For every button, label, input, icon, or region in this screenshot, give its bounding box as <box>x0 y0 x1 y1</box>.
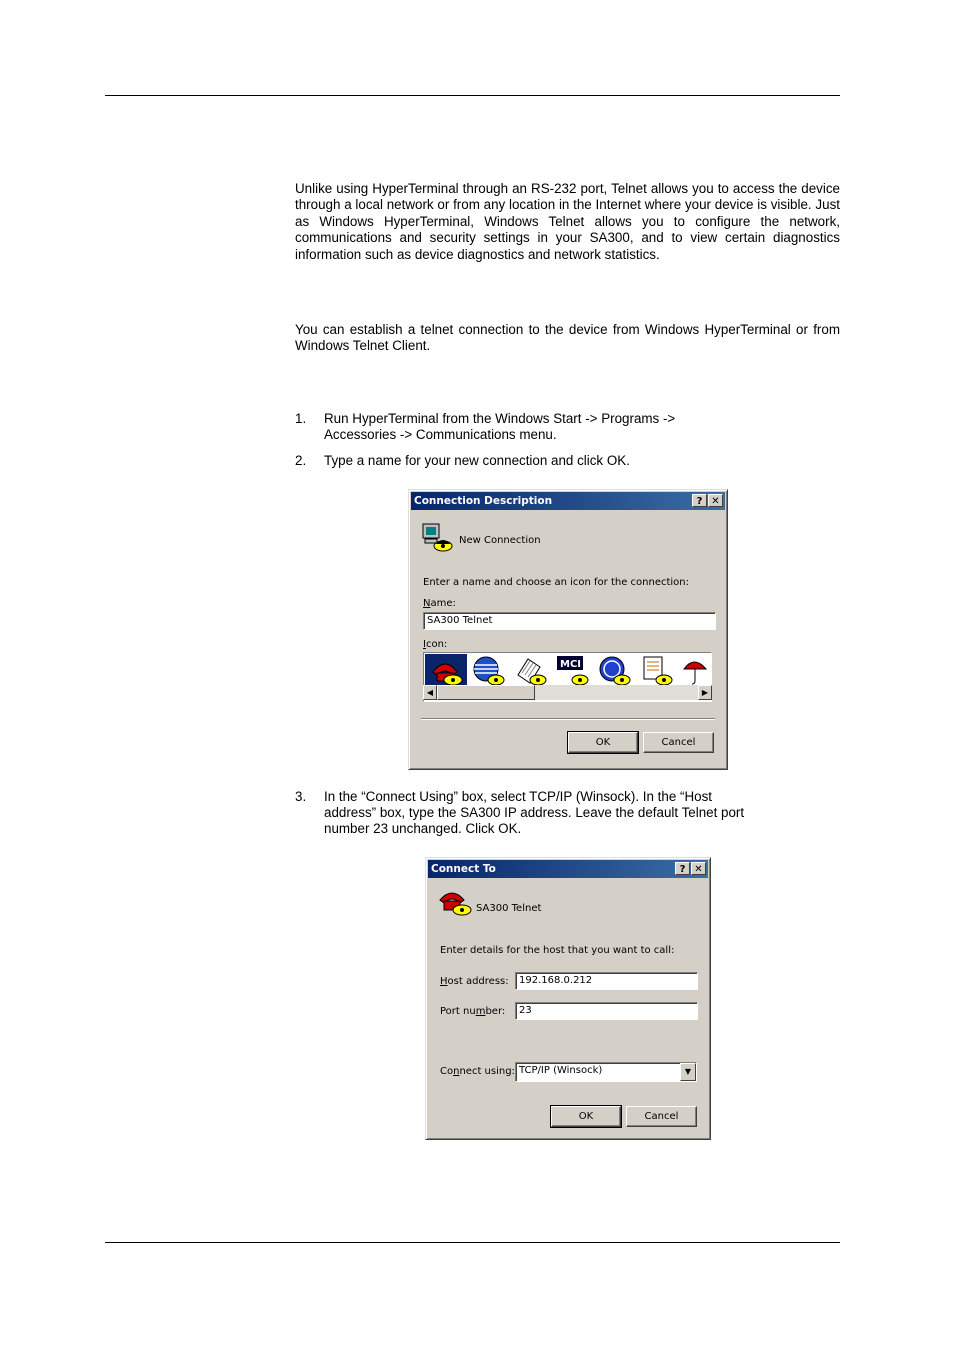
port-number-input[interactable]: 23 <box>515 1002 698 1020</box>
connect-using-select[interactable] <box>515 1062 697 1082</box>
connect-using-value: TCP/IP (Winsock) <box>519 1065 603 1076</box>
scroll-thumb[interactable] <box>437 685 535 700</box>
dialog-title: Connect To <box>431 863 496 875</box>
name-input[interactable]: SA300 Telnet <box>423 612 716 630</box>
step-number: 1. <box>295 411 307 426</box>
step-number: 3. <box>295 789 307 804</box>
scroll-left-button[interactable]: ◀ <box>423 685 437 700</box>
title-bar <box>428 860 708 878</box>
dialog-title: Connection Description <box>414 495 553 507</box>
connect-to-dialog <box>425 857 711 1140</box>
scroll-right-button[interactable]: ▶ <box>698 685 712 700</box>
dialog-heading: SA300 Telnet <box>476 903 542 914</box>
icon-scrollbar[interactable] <box>423 685 712 700</box>
documents-icon[interactable] <box>640 655 670 685</box>
header-rule <box>105 95 840 96</box>
step-number: 2. <box>295 453 307 468</box>
step-text: In the “Connect Using” box, select TCP/IP (Winsock). In the “Host address” box, type the SA300 IP address. Leave the default Telnet port number 23 unchanged. Click OK. <box>324 789 745 836</box>
icon-label: Icon: <box>423 639 448 650</box>
title-bar <box>411 492 725 510</box>
footer-rule <box>105 1242 840 1243</box>
dialog-prompt: Enter details for the host that you want to call: <box>440 945 675 956</box>
phone-icon[interactable] <box>425 654 467 687</box>
connect-using-label: Connect using: <box>440 1066 515 1077</box>
close-button[interactable]: ✕ <box>691 862 706 875</box>
step-3 <box>295 789 765 837</box>
step-1 <box>295 411 715 443</box>
help-button[interactable]: ? <box>675 862 690 875</box>
host-address-input[interactable]: 192.168.0.212 <box>515 972 698 990</box>
connection-description-dialog <box>408 489 728 770</box>
ge-icon[interactable] <box>598 655 628 685</box>
help-button[interactable]: ? <box>692 494 707 507</box>
port-number-label: Port number: <box>440 1006 506 1017</box>
svg-text:MCI: MCI <box>560 659 582 670</box>
step-2 <box>295 453 765 469</box>
close-button[interactable]: ✕ <box>708 494 723 507</box>
cancel-button[interactable]: Cancel <box>626 1106 697 1127</box>
establish-paragraph: You can establish a telnet connection to the device from Windows HyperTerminal or from Windows Telnet Client. <box>295 322 840 354</box>
ok-button[interactable]: OK <box>568 732 638 753</box>
globe-icon[interactable] <box>472 655 502 685</box>
step-text: Run HyperTerminal from the Windows Start -> Programs -> Accessories -> Communications menu. <box>324 411 676 442</box>
separator <box>421 718 715 720</box>
hyperterminal-icon <box>421 522 455 554</box>
ok-button[interactable]: OK <box>551 1106 621 1127</box>
intro-paragraph: Unlike using HyperTerminal through an RS-232 port, Telnet allows you to access the device through a local network or from any location in the Internet where your device is visible. Just as Windows HyperTerminal, Windows Telnet allows you to configure the network, communications and security settings in your SA300, and to view certain diagnostics information such as device diagnostics and network statistics. <box>295 181 840 262</box>
umbrella-icon[interactable] <box>680 655 711 685</box>
dialog-heading: New Connection <box>459 535 541 546</box>
dialog-prompt: Enter a name and choose an icon for the connection: <box>423 577 690 588</box>
step-text: Type a name for your new connection and click OK. <box>324 453 630 468</box>
phone-icon <box>438 888 474 920</box>
chevron-down-icon[interactable]: ▼ <box>680 1063 696 1081</box>
cancel-button[interactable]: Cancel <box>643 732 714 753</box>
papers-icon[interactable] <box>514 655 544 685</box>
mci-icon[interactable] <box>556 655 586 685</box>
host-address-label: Host address: <box>440 976 509 987</box>
name-label: Name: <box>423 598 456 609</box>
